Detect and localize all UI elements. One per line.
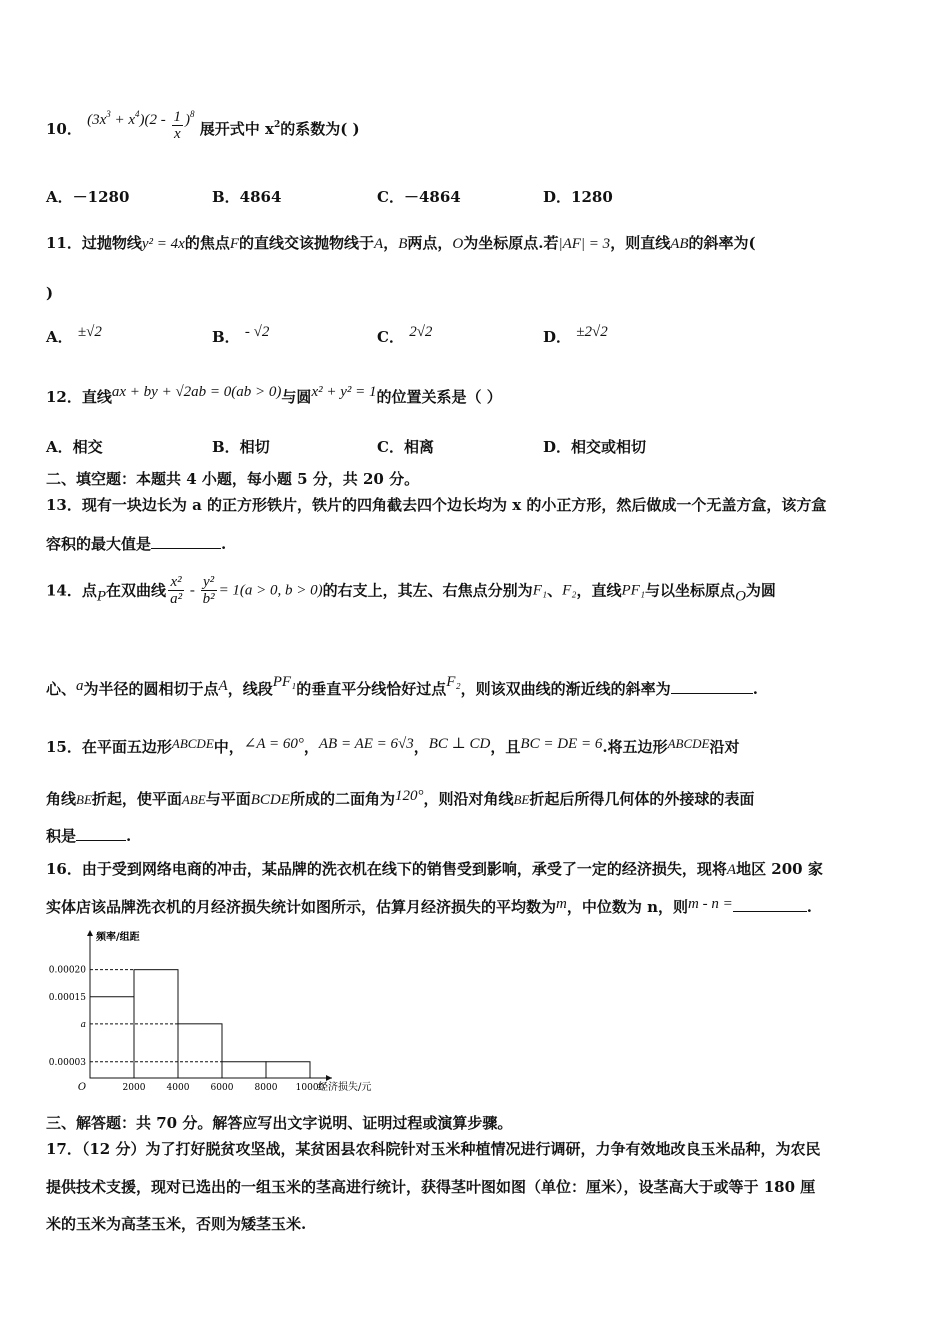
q14-line1: 14．点P在双曲线 $\frac{\text{x²}}{\text{a²}}$ - $\frac{\text{y²}}{\text{b²}}$ = 1(a > 0, b > 0)的右支上，其左、右焦点分别为F₁、F₂，直线PF₁与以坐标原点O为圆 [46, 574, 776, 607]
y-axis-arrow [87, 930, 93, 936]
q11-option-a: A． ±√2 [46, 324, 102, 346]
q17-line3: 米的玉米为高茎玉米，否则为矮茎玉米. [46, 1215, 307, 1233]
x-tick-label: 8000 [254, 1083, 278, 1093]
y-axis-label: 频率/组距 [96, 932, 140, 943]
q11-option-d: D． ±2√2 [543, 324, 608, 346]
x-tick-label: 2000 [122, 1083, 146, 1093]
q11-option-c: C． 2√2 [377, 324, 433, 346]
q15-line2: 角线BE折起，使平面ABE与平面BCDE所成的二面角为120°，则沿对角线BE折起后所得几何体的外接球的表面 [46, 788, 755, 808]
q10-option-a: A．－1280 [46, 188, 130, 206]
q10-number: 10． [46, 120, 82, 138]
q15-line3: 积是 . [46, 827, 132, 845]
q10-stem: 10． $(3x^3 + x^4)(2$ - $\frac{1}{x}$ )$^8$ 展开式中 $x^2$的系数为( ) [46, 109, 360, 142]
section-3-heading: 三、解答题：共 70 分。解答应写出文字说明、证明过程或演算步骤。 [46, 1114, 513, 1132]
x-tick-label: 10000 [295, 1083, 325, 1093]
y-tick-label: a [80, 1019, 86, 1030]
q15-line1: 15．在平面五边形ABCDE中，∠A = 60°，AB = AE = 6√3，BC ⊥ CD，且BC = DE = 6.将五边形ABCDE沿对 [46, 736, 740, 756]
q17-line1: 17．（12 分）为了打好脱贫攻坚战，某贫困县农科院针对玉米种植情况进行调研，力争有效地改良玉米品种，为农民 [46, 1140, 821, 1158]
q12-option-a: A．相交 [46, 438, 103, 456]
q11-option-b: B． - √2 [212, 324, 270, 346]
q11-stem: 11．过抛物线y² = 4x的焦点F的直线交该抛物线于A，B两点，O为坐标原点.若|AF| = 3，则直线AB的斜率为( [46, 234, 756, 252]
q10-option-d: D．1280 [543, 188, 613, 206]
q13-line2: 容积的最大值是 . [46, 535, 227, 553]
x-axis-label: 经济损失/元 [318, 1082, 372, 1093]
q16-line2: 实体店该品牌洗衣机的月经济损失统计如图所示，估算月经济损失的平均数为m，中位数为 n，则m - n = . [46, 896, 812, 916]
q10-text: 展开式中 x [199, 120, 274, 138]
q10-option-b: B．4864 [212, 188, 282, 206]
q17-line2: 提供技术支援，现对已选出的一组玉米的茎高进行统计，获得茎叶图如图（单位：厘米），设茎高大于或等于 180 厘 [46, 1178, 816, 1196]
histogram-bar [178, 1024, 222, 1078]
origin-label: O [77, 1082, 87, 1093]
x-tick-label: 6000 [210, 1083, 234, 1093]
histogram-bar [266, 1062, 310, 1078]
y-tick-label: 0.00020 [48, 965, 86, 976]
y-tick-label: 0.00003 [48, 1057, 86, 1068]
q13-line1: 13．现有一块边长为 a 的正方形铁片，铁片的四角截去四个边长均为 x 的小正方形，然后做成一个无盖方盒，该方盒 [46, 496, 827, 514]
histogram-bar [90, 997, 134, 1078]
q10-expression: $(3x^3 + x^4)(2$ - $\frac{1}{x}$ )$^8$ [87, 109, 195, 142]
q12-stem: 12．直线ax + by + √2ab = 0(ab > 0)与圆x² + y² = 1的位置关系是（ ） [46, 384, 502, 406]
histogram-bar [222, 1062, 266, 1078]
x-axis-arrow [326, 1075, 332, 1081]
q16-line1: 16．由于受到网络电商的冲击，某品牌的洗衣机在线下的销售受到影响，承受了一定的经济损失，现将A地区 200 家 [46, 860, 823, 878]
q12-option-b: B．相切 [212, 438, 270, 456]
section-2-heading: 二、填空题：本题共 4 小题，每小题 5 分，共 20 分。 [46, 470, 420, 488]
q10-option-c: C．－4864 [377, 188, 461, 206]
x-tick-label: 4000 [166, 1083, 190, 1093]
histogram-chart [44, 926, 372, 1096]
q14-line2: 心、a为半径的圆相切于点A，线段PF₁的垂直平分线恰好过点F₂，则该双曲线的渐近线的斜率为 . [46, 674, 758, 698]
y-tick-label: 0.00015 [48, 992, 86, 1003]
q11-stem-end: ) [46, 284, 54, 302]
q12-option-d: D．相交或相切 [543, 438, 647, 456]
q12-option-c: C．相离 [377, 438, 434, 456]
